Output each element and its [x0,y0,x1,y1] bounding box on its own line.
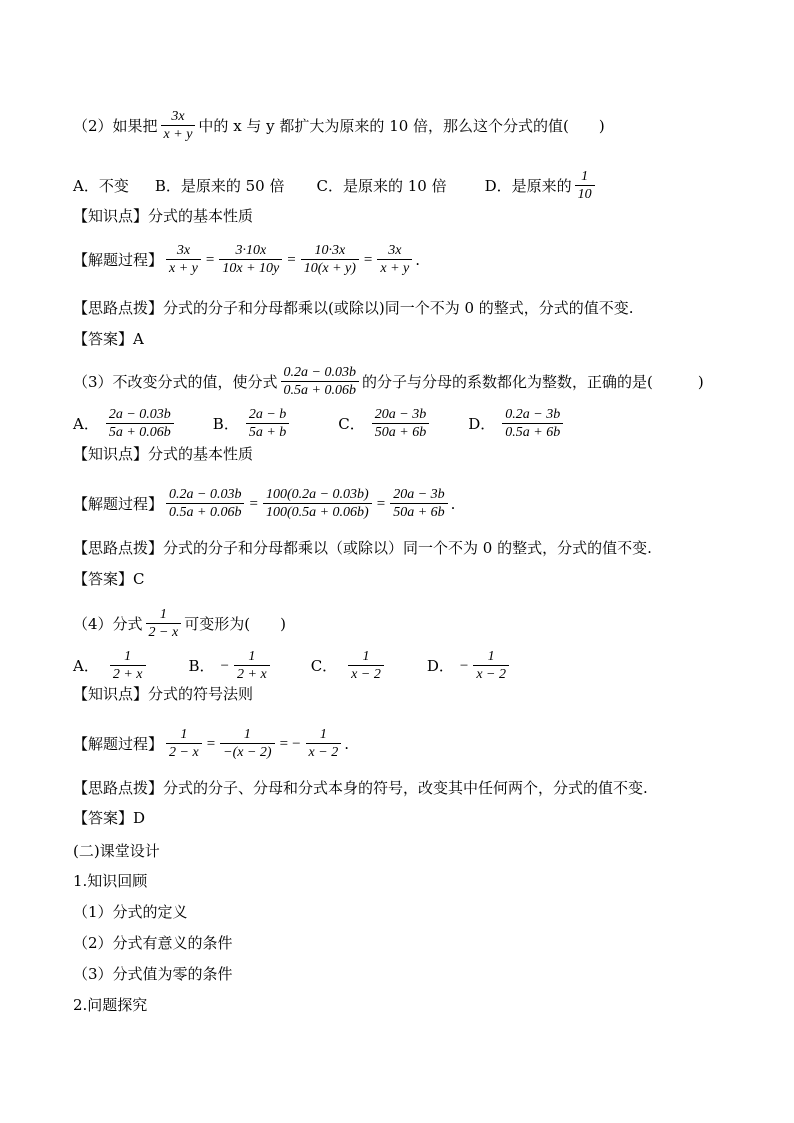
q4-process: 【解题过程】 $\frac{1}{2 - x}$ = $\frac{1}{-(x - 2)}$ = − $\frac{1}{x - 2}$ . [73,727,349,760]
q3-option-b: $\frac{2a - b}{5a + b}$ [246,406,289,441]
q4-knowledge: 【知识点】分式的符号法则 [73,685,254,703]
q3-process-frac-2: $\frac{100(0.2a - 0.03b)}{100(0.5a + 0.06b)}$ [263,486,372,521]
q2-stem-suffix: 中的 x 与 y 都扩大为原来的 10 倍，那么这个分式的值( ) [198,116,605,135]
review-heading: 1.知识回顾 [73,872,148,890]
q3-option-a: $\frac{2a - 0.03b}{5a + 0.06b}$ [106,406,174,441]
review-item-2: （2）分式有意义的条件 [73,934,233,952]
q2-stem-fraction: $\frac{3x}{x + y}$ [161,108,196,143]
q3-answer: 【答案】C [73,570,145,588]
q3-process: 【解题过程】 $\frac{0.2a - 0.03b}{0.5a + 0.06b}$ = $\frac{100(0.2a - 0.03b)}{100(0.5a + 0.06b)}$ = $\frac{20a - 3b}{50a + 6b}$ . [73,487,456,520]
q2-option-d-fraction: $\frac{1}{10}$ [575,168,595,203]
q3-hint: 【思路点拨】分式的分子和分母都乘以（或除以）同一个不为 0 的整式，分式的值不变. [73,539,652,557]
q2-option-a: A．不变 [73,176,129,195]
q4-process-frac-2: $\frac{1}{-(x - 2)}$ [220,726,274,761]
q4-process-frac-1: $\frac{1}{2 - x}$ [166,726,202,761]
q3-option-b-letter: B． [212,414,239,433]
q2-process-frac-4: $\frac{3x}{x + y}$ [377,242,412,277]
q4-option-d: $\frac{1}{x - 2}$ [473,648,509,683]
q2-hint: 【思路点拨】分式的分子和分母都乘以(或除以)同一个不为 0 的整式，分式的值不变. [73,299,634,317]
q3-stem-fraction: $\frac{0.2a - 0.03b}{0.5a + 0.06b}$ [281,364,359,399]
q4-stem: （4）分式 $\frac{1}{2 - x}$ 可变形为( ) [73,607,286,640]
q3-option-c: $\frac{20a - 3b}{50a + 6b}$ [372,406,429,441]
q4-options: A． $\frac{1}{2 + x}$ B． − $\frac{1}{2 + x}$ C． $\frac{1}{x - 2}$ D． − $\frac{1}{x - 2}$ [73,648,512,683]
q2-answer: 【答案】A [73,330,144,348]
q3-option-a-letter: A． [73,414,99,433]
q2-process-frac-3: $\frac{10\cdot 3x}{10(x + y)}$ [301,242,359,277]
q2-options [73,168,598,203]
q4-option-b: $\frac{1}{2 + x}$ [234,648,270,683]
q2-process-frac-2: $\frac{3\cdot 10x}{10x + 10y}$ [219,242,282,277]
q2-knowledge: 【知识点】分式的基本性质 [73,207,254,225]
q3-option-d: $\frac{0.2a - 3b}{0.5a + 6b}$ [502,406,563,441]
q4-answer: 【答案】D [73,809,146,827]
review-item-3: （3）分式值为零的条件 [73,965,233,983]
q2-stem [73,108,605,143]
q3-process-frac-1: $\frac{0.2a - 0.03b}{0.5a + 0.06b}$ [166,486,244,521]
q3-stem: （3）不改变分式的值，使分式 $\frac{0.2a - 0.03b}{0.5a + 0.06b}$ 的分子与分母的系数都化为整数，正确的是( ) [73,365,704,398]
q3-knowledge: 【知识点】分式的基本性质 [73,445,254,463]
q2-process-frac-1: $\frac{3x}{x + y}$ [166,242,201,277]
q4-process-frac-3: $\frac{1}{x - 2}$ [306,726,342,761]
q2-option-b: B．是原来的 50 倍 [154,176,285,195]
q4-stem-fraction: $\frac{1}{2 - x}$ [146,606,182,641]
q3-options [73,406,566,441]
q3-option-d-letter: D． [468,414,496,433]
q4-hint: 【思路点拨】分式的分子、分母和分式本身的符号，改变其中任何两个，分式的值不变. [73,779,648,797]
q3-process-frac-3: $\frac{20a - 3b}{50a + 6b}$ [390,486,447,521]
q3-option-c-letter: C． [338,414,365,433]
q2-stem-prefix: （2）如果把 [73,116,158,135]
q2-option-c: C．是原来的 10 倍 [316,176,447,195]
q2-process: 【解题过程】 $\frac{3x}{x + y}$ = $\frac{3\cdot 10x}{10x + 10y}$ = $\frac{10\cdot 3x}{10(x + y)}$ = $\frac{3x}{x + y}$ . [73,243,421,276]
q4-option-a: $\frac{1}{2 + x}$ [110,648,146,683]
review-item-1: （1）分式的定义 [73,903,188,921]
section-heading: (二)课堂设计 [73,842,160,860]
explore-heading: 2.问题探究 [73,996,148,1014]
q2-option-d: D．是原来的 [484,176,572,195]
q4-option-c: $\frac{1}{x - 2}$ [348,648,384,683]
